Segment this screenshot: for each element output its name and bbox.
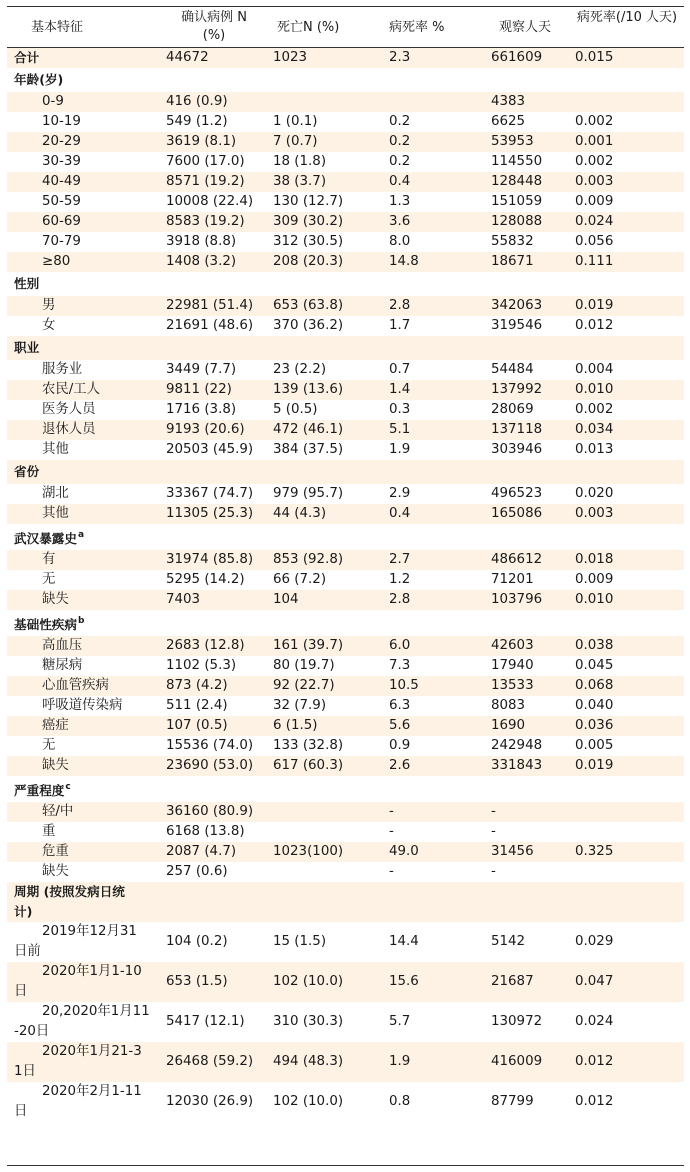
row-label: 呼吸道传染病: [42, 698, 123, 713]
row-label: 其他: [42, 506, 69, 521]
cell-pd: 1690: [491, 718, 526, 733]
period-label-line1: 20,2020年1月11: [42, 1004, 150, 1019]
cell-r: -: [389, 864, 394, 879]
table-row: [7, 232, 684, 252]
cell-rate: 0.018: [575, 552, 614, 567]
row-label: 70-79: [42, 234, 81, 249]
cell-pd: 151059: [491, 194, 543, 209]
cell-d: 102 (10.0): [273, 974, 344, 989]
cell-r: 49.0: [389, 844, 419, 859]
cell-n: 31974 (85.8): [166, 552, 254, 567]
period-label-line2: 1日: [14, 1064, 36, 1079]
cell-n: 22981 (51.4): [166, 298, 254, 313]
table-row: [7, 212, 684, 232]
cell-pd: 496523: [491, 486, 543, 501]
row-label: 无: [42, 572, 56, 587]
cell-rate: 0.029: [575, 934, 614, 949]
cell-rate: 0.036: [575, 718, 614, 733]
table-row: [7, 484, 684, 504]
group-header-row: [7, 336, 684, 360]
header-cell: 死亡N (%): [277, 20, 340, 35]
row-label: 60-69: [42, 214, 81, 229]
cell-r: -: [389, 804, 394, 819]
cell-rate: 0.038: [575, 638, 614, 653]
table-row: [7, 550, 684, 570]
cell-pd: 6625: [491, 114, 526, 129]
cell-n: 9193 (20.6): [166, 422, 245, 437]
table-row: [7, 696, 684, 716]
cell-d: 472 (46.1): [273, 422, 344, 437]
table-row: [7, 400, 684, 420]
cell-n: 2683 (12.8): [166, 638, 245, 653]
group-label: 省份: [14, 464, 40, 479]
group-header-row: [7, 524, 684, 550]
header-cell: 观察人天: [499, 20, 552, 35]
cell-r: 0.2: [389, 114, 411, 129]
cell-rate: 0.024: [575, 1014, 614, 1029]
row-label: 女: [42, 318, 56, 333]
table-row: [7, 172, 684, 192]
cell-r: 14.4: [389, 934, 419, 949]
cell-rate: 0.019: [575, 758, 614, 773]
cell-d: 384 (37.5): [273, 442, 344, 457]
cell-r: 0.2: [389, 154, 411, 169]
table-row: [7, 716, 684, 736]
cell-rate: 0.020: [575, 486, 614, 501]
cell-rate: 0.004: [575, 362, 614, 377]
cell-d: 653 (63.8): [273, 298, 344, 313]
cell-r: -: [389, 824, 394, 839]
row-label: 30-39: [42, 154, 81, 169]
cell-d: 92 (22.7): [273, 678, 335, 693]
cell-r: 2.6: [389, 758, 411, 773]
row-label: 危重: [42, 844, 69, 859]
cell-rate: 0.002: [575, 114, 614, 129]
period-label-line2: -20日: [14, 1024, 50, 1039]
cell-pd: -: [491, 804, 496, 819]
row-label: 合计: [14, 50, 40, 65]
cell-pd: 137992: [491, 382, 543, 397]
cell-pd: 55832: [491, 234, 534, 249]
cell-pd: 13533: [491, 678, 534, 693]
table-row: [7, 862, 684, 882]
table-row: [7, 590, 684, 610]
cell-r: 0.3: [389, 402, 411, 417]
cell-d: 370 (36.2): [273, 318, 344, 333]
cell-r: 5.1: [389, 422, 411, 437]
cell-rate: 0.047: [575, 974, 614, 989]
cell-d: 23 (2.2): [273, 362, 327, 377]
cell-r: 0.9: [389, 738, 411, 753]
cell-rate: 0.002: [575, 154, 614, 169]
cell-pd: 53953: [491, 134, 534, 149]
table-row: [7, 252, 684, 272]
cell-rate: 0.024: [575, 214, 614, 229]
cell-rate: 0.056: [575, 234, 614, 249]
cell-pd: 137118: [491, 422, 543, 437]
table-row: [7, 822, 684, 842]
row-label: 40-49: [42, 174, 81, 189]
cell-n: 257 (0.6): [166, 864, 228, 879]
cell-pd: 130972: [491, 1014, 543, 1029]
cell-rate: 0.045: [575, 658, 614, 673]
row-label: 湖北: [42, 486, 69, 501]
cell-n: 1408 (3.2): [166, 254, 237, 269]
cell-r: 3.6: [389, 214, 411, 229]
group-label: 武汉暴露史$^a$: [14, 530, 85, 546]
row-label: 服务业: [42, 362, 83, 377]
cell-n: 8571 (19.2): [166, 174, 245, 189]
table-bottom-rule: [7, 1165, 684, 1166]
row-label: 有: [42, 552, 56, 567]
cell-d: 1 (0.1): [273, 114, 318, 129]
row-label: 心血管疾病: [42, 678, 109, 693]
cell-d: 130 (12.7): [273, 194, 344, 209]
cell-d: 18 (1.8): [273, 154, 327, 169]
period-label-line1: 2020年1月21-3: [42, 1044, 142, 1059]
cell-pd: 342063: [491, 298, 543, 313]
row-label: 缺失: [42, 592, 69, 607]
cell-pd: 661609: [491, 50, 543, 65]
cell-n: 3449 (7.7): [166, 362, 237, 377]
cell-n: 33367 (74.7): [166, 486, 254, 501]
row-label: 高血压: [42, 638, 83, 653]
cell-rate: 0.010: [575, 382, 614, 397]
cell-r: 6.3: [389, 698, 411, 713]
period-label-line1: 2019年12月31: [42, 924, 137, 939]
table-row: [7, 736, 684, 756]
cell-n: 5417 (12.1): [166, 1014, 245, 1029]
row-label: 重: [42, 824, 56, 839]
table-row: [7, 316, 684, 336]
cell-rate: 0.012: [575, 1054, 614, 1069]
cell-r: 0.7: [389, 362, 411, 377]
table-row: [7, 152, 684, 172]
cell-r: 1.7: [389, 318, 411, 333]
group-header-row: [7, 68, 684, 92]
table-row: [7, 922, 684, 962]
cell-r: 1.9: [389, 442, 411, 457]
cell-n: 5295 (14.2): [166, 572, 245, 587]
table-row: [7, 360, 684, 380]
header-cell: 确认病例 N (%): [181, 10, 247, 43]
cell-n: 8583 (19.2): [166, 214, 245, 229]
header-cell: 病死率 %: [389, 20, 445, 35]
cell-n: 107 (0.5): [166, 718, 228, 733]
cell-n: 11305 (25.3): [166, 506, 254, 521]
table-row: [7, 676, 684, 696]
row-label: 癌症: [42, 718, 69, 733]
row-label: ≥80: [42, 254, 71, 269]
cell-pd: 242948: [491, 738, 543, 753]
group-label: 基础性疾病$^b$: [14, 616, 85, 632]
row-label: 无: [42, 738, 56, 753]
footnote-marker: b: [77, 616, 85, 626]
cell-pd: -: [491, 824, 496, 839]
cell-r: 0.4: [389, 506, 411, 521]
table-row: [7, 296, 684, 316]
row-label: 糖尿病: [42, 658, 83, 673]
table-row: [7, 1002, 684, 1042]
cell-r: 2.9: [389, 486, 411, 501]
cell-r: 10.5: [389, 678, 419, 693]
cell-rate: 0.010: [575, 592, 614, 607]
cell-n: 549 (1.2): [166, 114, 228, 129]
cell-d: 44 (4.3): [273, 506, 327, 521]
cell-pd: 54484: [491, 362, 534, 377]
cell-n: 2087 (4.7): [166, 844, 237, 859]
cell-pd: 331843: [491, 758, 543, 773]
cell-d: 38 (3.7): [273, 174, 327, 189]
period-label-line1: 2020年2月1-11: [42, 1084, 142, 1099]
cell-d: 1023: [273, 50, 308, 65]
row-label: 缺失: [42, 864, 69, 879]
cell-pd: 28069: [491, 402, 534, 417]
cell-d: 208 (20.3): [273, 254, 344, 269]
cell-rate: 0.001: [575, 134, 614, 149]
cell-pd: 103796: [491, 592, 543, 607]
data-table: [7, 6, 684, 1122]
period-label-line1: 2020年1月1-10: [42, 964, 142, 979]
group-label: 严重程度$^c$: [14, 782, 71, 798]
cell-r: 0.4: [389, 174, 411, 189]
table-row: [7, 92, 684, 112]
cell-n: 44672: [166, 50, 209, 65]
cell-n: 653 (1.5): [166, 974, 228, 989]
group-label-line1: 周期 (按照发病日统: [14, 884, 125, 899]
cell-n: 104 (0.2): [166, 934, 228, 949]
cell-pd: 71201: [491, 572, 534, 587]
cell-r: 1.2: [389, 572, 411, 587]
cell-n: 7600 (17.0): [166, 154, 245, 169]
table-row: [7, 570, 684, 590]
period-label-line2: 日: [14, 984, 28, 999]
cell-rate: 0.111: [575, 254, 614, 269]
cell-d: 309 (30.2): [273, 214, 344, 229]
cell-r: 14.8: [389, 254, 419, 269]
cell-rate: 0.068: [575, 678, 614, 693]
cell-rate: 0.040: [575, 698, 614, 713]
cell-r: 5.7: [389, 1014, 411, 1029]
cell-n: 12030 (26.9): [166, 1094, 254, 1109]
cell-n: 873 (4.2): [166, 678, 228, 693]
cell-rate: 0.013: [575, 442, 614, 457]
row-label: 医务人员: [42, 402, 96, 417]
row-label: 20-29: [42, 134, 81, 149]
cell-rate: 0.325: [575, 844, 614, 859]
row-label: 退休人员: [42, 422, 96, 437]
cell-r: 2.8: [389, 592, 411, 607]
cell-r: 2.3: [389, 50, 411, 65]
table-row: [7, 756, 684, 776]
cell-d: 102 (10.0): [273, 1094, 344, 1109]
footnote-marker: a: [77, 530, 85, 540]
period-label-line2: 日前: [14, 944, 41, 959]
cell-pd: 18671: [491, 254, 534, 269]
cell-d: 617 (60.3): [273, 758, 344, 773]
cell-pd: 21687: [491, 974, 534, 989]
row-label: 50-59: [42, 194, 81, 209]
cell-d: 6 (1.5): [273, 718, 318, 733]
row-label: 轻/中: [42, 804, 74, 819]
group-label: 职业: [14, 340, 40, 355]
table-row: [7, 656, 684, 676]
cell-r: 6.0: [389, 638, 411, 653]
cell-rate: 0.005: [575, 738, 614, 753]
cell-pd: 486612: [491, 552, 543, 567]
group-header-row: [7, 776, 684, 802]
cell-r: 7.3: [389, 658, 411, 673]
table-body: [7, 48, 684, 1122]
cell-n: 26468 (59.2): [166, 1054, 254, 1069]
header-cell: 基本特征: [31, 20, 84, 35]
cell-pd: 17940: [491, 658, 534, 673]
cell-r: 15.6: [389, 974, 419, 989]
cell-n: 20503 (45.9): [166, 442, 254, 457]
cell-d: 32 (7.9): [273, 698, 327, 713]
row-label: 0-9: [42, 94, 64, 109]
table-row: [7, 802, 684, 822]
cell-r: 1.4: [389, 382, 411, 397]
table-row: [7, 192, 684, 212]
table-row: [7, 420, 684, 440]
cell-n: 36160 (80.9): [166, 804, 254, 819]
cell-rate: 0.002: [575, 402, 614, 417]
cell-n: 511 (2.4): [166, 698, 228, 713]
cell-rate: 0.009: [575, 572, 614, 587]
cell-n: 6168 (13.8): [166, 824, 245, 839]
table-row: [7, 1042, 684, 1082]
cell-n: 1716 (3.8): [166, 402, 237, 417]
group-header-row: [7, 272, 684, 296]
cell-pd: 87799: [491, 1094, 534, 1109]
group-header-row: [7, 882, 684, 922]
cell-pd: 5142: [491, 934, 526, 949]
table-row: [7, 112, 684, 132]
cell-r: 2.7: [389, 552, 411, 567]
table-row: [7, 440, 684, 460]
cell-r: 0.2: [389, 134, 411, 149]
cell-n: 23690 (53.0): [166, 758, 254, 773]
cell-r: 5.6: [389, 718, 411, 733]
cell-rate: 0.012: [575, 318, 614, 333]
cell-n: 9811 (22): [166, 382, 232, 397]
table-row: [7, 504, 684, 524]
cell-r: 2.8: [389, 298, 411, 313]
cell-pd: 114550: [491, 154, 543, 169]
cell-d: 161 (39.7): [273, 638, 344, 653]
cell-pd: 4383: [491, 94, 526, 109]
row-label: 农民/工人: [42, 382, 101, 397]
cell-pd: 42603: [491, 638, 534, 653]
table-header: [7, 6, 684, 48]
period-label-line2: 日: [14, 1104, 28, 1119]
cell-d: 139 (13.6): [273, 382, 344, 397]
cell-n: 15536 (74.0): [166, 738, 254, 753]
header-cell: 病死率(/10 人天): [576, 10, 678, 25]
group-header-row: [7, 610, 684, 636]
table-row: [7, 962, 684, 1002]
cell-n: 3918 (8.8): [166, 234, 237, 249]
cell-n: 10008 (22.4): [166, 194, 254, 209]
cell-d: 494 (48.3): [273, 1054, 344, 1069]
cell-d: 853 (92.8): [273, 552, 344, 567]
cell-pd: 165086: [491, 506, 543, 521]
cell-d: 66 (7.2): [273, 572, 327, 587]
cell-r: 0.8: [389, 1094, 411, 1109]
cell-n: 416 (0.9): [166, 94, 228, 109]
table-row: [7, 48, 684, 68]
table-row: [7, 380, 684, 400]
group-label: 年龄(岁): [14, 72, 64, 87]
cell-r: 1.9: [389, 1054, 411, 1069]
cell-rate: 0.003: [575, 506, 614, 521]
cell-d: 7 (0.7): [273, 134, 318, 149]
cell-d: 5 (0.5): [273, 402, 318, 417]
cell-r: 8.0: [389, 234, 411, 249]
cell-d: 104: [273, 592, 299, 607]
cell-pd: 319546: [491, 318, 543, 333]
cell-n: 3619 (8.1): [166, 134, 237, 149]
cell-d: 1023(100): [273, 844, 344, 859]
cell-rate: 0.015: [575, 50, 614, 65]
cell-rate: 0.009: [575, 194, 614, 209]
cell-pd: 8083: [491, 698, 526, 713]
table-row: [7, 636, 684, 656]
cell-pd: 128088: [491, 214, 543, 229]
cell-rate: 0.019: [575, 298, 614, 313]
group-label: 性别: [14, 276, 40, 291]
cell-d: 312 (30.5): [273, 234, 344, 249]
row-label: 10-19: [42, 114, 81, 129]
group-label-line2: 计): [14, 904, 33, 919]
cell-d: 979 (95.7): [273, 486, 344, 501]
table-row: [7, 842, 684, 862]
cell-n: 7403: [166, 592, 201, 607]
cell-r: 1.3: [389, 194, 411, 209]
row-label: 缺失: [42, 758, 69, 773]
cell-pd: 31456: [491, 844, 534, 859]
row-label: 男: [42, 298, 56, 313]
cell-d: 133 (32.8): [273, 738, 344, 753]
cell-d: 15 (1.5): [273, 934, 327, 949]
cell-d: 310 (30.3): [273, 1014, 344, 1029]
cell-pd: -: [491, 864, 496, 879]
table-row: [7, 1082, 684, 1122]
cell-n: 21691 (48.6): [166, 318, 254, 333]
group-header-row: [7, 460, 684, 484]
table-row: [7, 132, 684, 152]
cell-rate: 0.012: [575, 1094, 614, 1109]
footnote-marker: c: [65, 782, 71, 792]
cell-pd: 416009: [491, 1054, 543, 1069]
cell-pd: 303946: [491, 442, 543, 457]
cell-n: 1102 (5.3): [166, 658, 237, 673]
cell-rate: 0.034: [575, 422, 614, 437]
row-label: 其他: [42, 442, 69, 457]
cell-rate: 0.003: [575, 174, 614, 189]
cell-d: 80 (19.7): [273, 658, 335, 673]
cell-pd: 128448: [491, 174, 543, 189]
